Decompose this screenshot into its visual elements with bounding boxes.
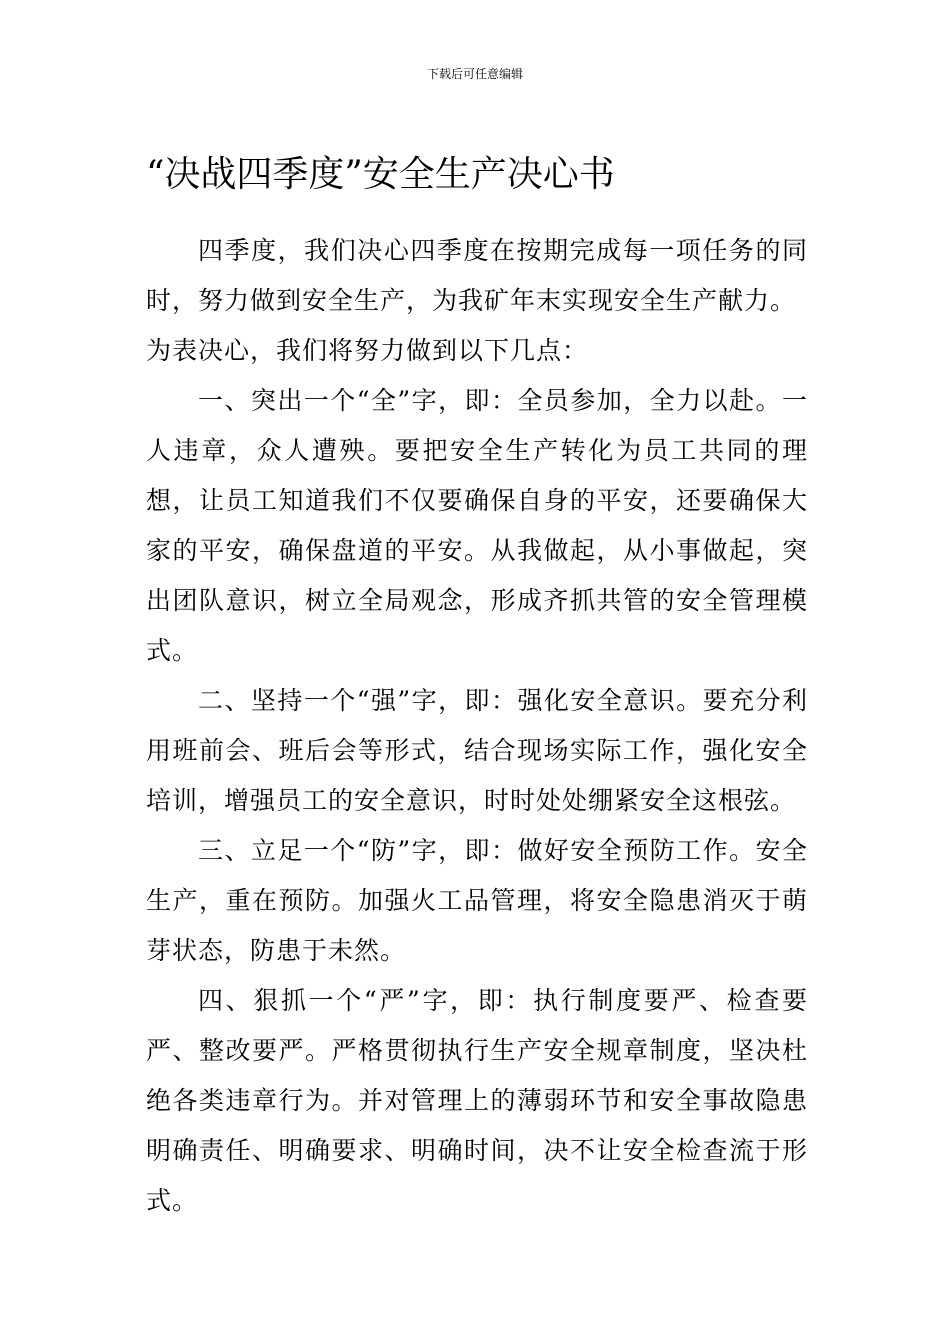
paragraph-point-2: 二、坚持一个“强”字，即：强化安全意识。要充分利用班前会、班后会等形式，结合现场实际工作，强化安全培训，增强员工的安全意识，时时处处绷紧安全这根弦。 [146, 686, 808, 815]
paragraph-point-3: 三、立足一个“防”字，即：做好安全预防工作。安全生产，重在预防。加强火工品管理，将安全隐患消灭于萌芽状态，防患于未然。 [146, 836, 808, 965]
page-header-note: 下载后可任意编辑 [426, 67, 523, 81]
document-body [146, 226, 808, 1226]
paragraph-intro: 四季度，我们决心四季度在按期完成每一项任务的同时，努力做到安全生产，为我矿年末实现安全生产献力。 [146, 236, 808, 315]
document-title: “决战四季度”安全生产决心书 [146, 154, 615, 195]
paragraph-point-4: 四、狠抓一个“严”字，即：执行制度要严、检查要严、整改要严。严格贯彻执行生产安全规章制度，坚决杜绝各类违章行为。并对管理上的薄弱环节和安全事故隐患明确责任、明确要求、明确时间，决不让安全检查流于形式。 [146, 986, 808, 1215]
paragraph-point-1: 一、突出一个“全”字，即：全员参加，全力以赴。一人违章，众人遭殃。要把安全生产转化为员工共同的理想，让员工知道我们不仅要确保自身的平安，还要确保大家的平安，确保盘道的平安。从我做起，从小事做起，突出团队意识，树立全局观念，形成齐抓共管的安全管理模式。 [146, 386, 808, 665]
paragraph-resolve: 为表决心，我们将努力做到以下几点： [146, 336, 589, 365]
